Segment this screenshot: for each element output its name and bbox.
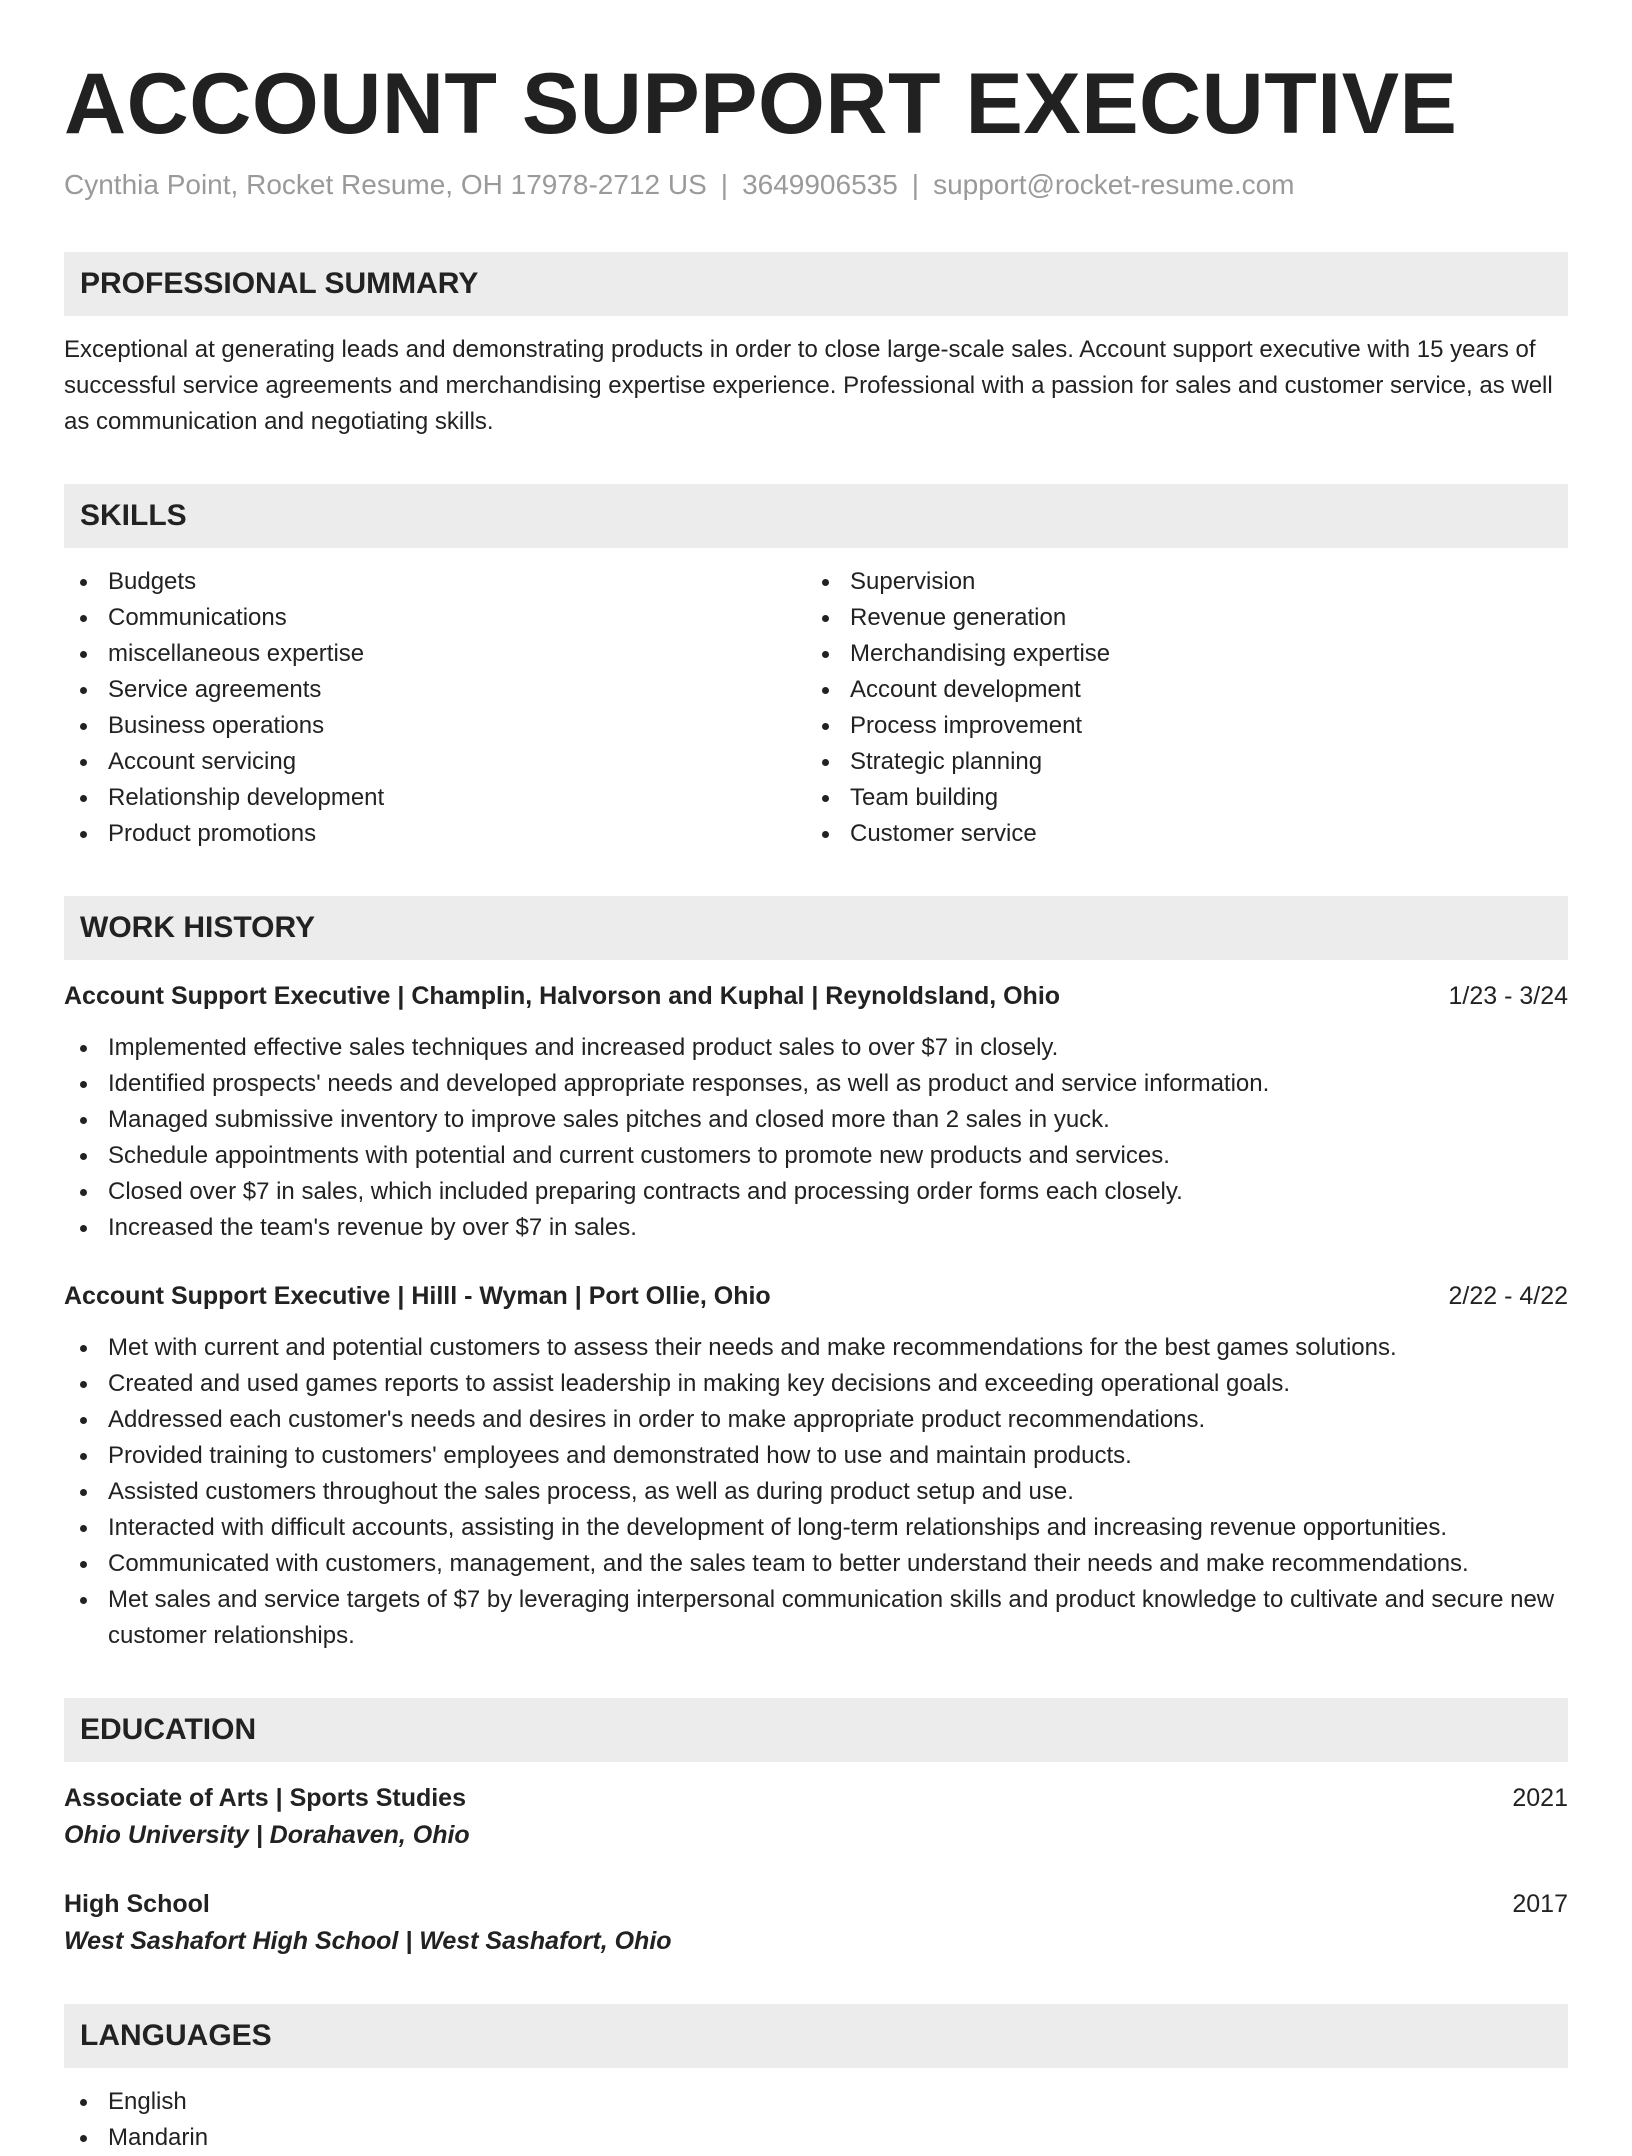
skills-column-right xyxy=(806,564,1548,852)
skill-item: Product promotions xyxy=(64,816,806,852)
language-item: English xyxy=(64,2084,1568,2120)
job-bullet: Implemented effective sales techniques and increased product sales to over $7 in closely. xyxy=(64,1030,1568,1066)
job-title: Account Support Executive | Champlin, Halvorson and Kuphal | Reynoldsland, Ohio xyxy=(64,982,1061,1010)
skill-item: Merchandising expertise xyxy=(806,636,1548,672)
education-entry xyxy=(64,1780,1568,1854)
job-header xyxy=(64,1278,1568,1314)
section-heading-work-history: WORK HISTORY xyxy=(64,896,1568,960)
job-bullet: Assisted customers throughout the sales process, as well as during product setup and use. xyxy=(64,1474,1568,1510)
education-header xyxy=(64,1780,1568,1816)
job-bullet: Interacted with difficult accounts, assisting in the development of long-term relationships and increasing revenue opportunities. xyxy=(64,1510,1568,1546)
job-bullet: Managed submissive inventory to improve sales pitches and closed more than 2 sales in yuck. xyxy=(64,1102,1568,1138)
skills-list xyxy=(64,564,1568,852)
skill-item: Account development xyxy=(806,672,1548,708)
job-bullet: Addressed each customer's needs and desires in order to make appropriate product recommendations. xyxy=(64,1402,1568,1438)
job-entry xyxy=(64,978,1568,1246)
skill-item: miscellaneous expertise xyxy=(64,636,806,672)
job-entry xyxy=(64,1278,1568,1654)
job-bullet: Closed over $7 in sales, which included preparing contracts and processing order forms each closely. xyxy=(64,1174,1568,1210)
job-bullet: Met sales and service targets of $7 by leveraging interpersonal communication skills and product knowledge to cultivate and secure new customer relationships. xyxy=(64,1582,1568,1654)
education-year: 2021 xyxy=(1512,1784,1568,1812)
skill-item: Strategic planning xyxy=(806,744,1548,780)
job-dates: 2/22 - 4/22 xyxy=(1448,1282,1568,1310)
job-bullet: Identified prospects' needs and developed appropriate responses, as well as product and service information. xyxy=(64,1066,1568,1102)
language-item: Mandarin xyxy=(64,2120,1568,2156)
skill-item: Team building xyxy=(806,780,1548,816)
education-year: 2017 xyxy=(1512,1890,1568,1918)
contact-email: support@rocket-resume.com xyxy=(933,169,1295,200)
skill-item: Supervision xyxy=(806,564,1548,600)
skill-item: Customer service xyxy=(806,816,1548,852)
skill-item: Communications xyxy=(64,600,806,636)
education-school: Ohio University | Dorahaven, Ohio xyxy=(64,1821,470,1849)
job-bullets xyxy=(64,1030,1568,1246)
section-heading-education: EDUCATION xyxy=(64,1698,1568,1762)
job-dates: 1/23 - 3/24 xyxy=(1448,982,1568,1010)
job-bullet: Communicated with customers, management, and the sales team to better understand their needs and make recommendations. xyxy=(64,1546,1568,1582)
job-bullet: Schedule appointments with potential and current customers to promote new products and services. xyxy=(64,1138,1568,1174)
education-header xyxy=(64,1886,1568,1922)
job-header xyxy=(64,978,1568,1014)
section-heading-skills: SKILLS xyxy=(64,484,1568,548)
skills-column-left xyxy=(64,564,806,852)
summary-text: Exceptional at generating leads and demonstrating products in order to close large-scale sales. Account support executive with 15 years of successful service agreements and merchandising expertise experience. Professional with a passion for sales and customer service, as well as communication and negotiating skills. xyxy=(64,336,1553,435)
education-degree: High School xyxy=(64,1890,210,1918)
education-degree: Associate of Arts | Sports Studies xyxy=(64,1784,466,1812)
job-bullets xyxy=(64,1330,1568,1654)
job-bullet: Created and used games reports to assist leadership in making key decisions and exceeding operational goals. xyxy=(64,1366,1568,1402)
contact-separator: | xyxy=(911,169,920,200)
skill-item: Budgets xyxy=(64,564,806,600)
job-title: Account Support Executive | Hilll - Wyman | Port Ollie, Ohio xyxy=(64,1282,771,1310)
skill-item: Service agreements xyxy=(64,672,806,708)
skill-item: Relationship development xyxy=(64,780,806,816)
education-school: West Sashafort High School | West Sashafort, Ohio xyxy=(64,1927,672,1955)
job-bullet: Provided training to customers' employees and demonstrated how to use and maintain products. xyxy=(64,1438,1568,1474)
contact-separator: | xyxy=(720,169,729,200)
skill-item: Process improvement xyxy=(806,708,1548,744)
skill-item: Revenue generation xyxy=(806,600,1548,636)
contact-address: Cynthia Point, Rocket Resume, OH 17978-2712 US xyxy=(64,169,707,200)
job-bullet: Increased the team's revenue by over $7 in sales. xyxy=(64,1210,1568,1246)
section-heading-summary: PROFESSIONAL SUMMARY xyxy=(64,252,1568,316)
contact-line xyxy=(64,168,1568,202)
skill-item: Account servicing xyxy=(64,744,806,780)
resume-title: ACCOUNT SUPPORT EXECUTIVE xyxy=(64,56,1458,152)
contact-phone: 3649906535 xyxy=(742,169,898,200)
education-entry xyxy=(64,1886,1568,1960)
job-bullet: Met with current and potential customers to assess their needs and make recommendations for the best games solutions. xyxy=(64,1330,1568,1366)
section-heading-languages: LANGUAGES xyxy=(64,2004,1568,2068)
skill-item: Business operations xyxy=(64,708,806,744)
languages-list xyxy=(64,2084,1568,2156)
